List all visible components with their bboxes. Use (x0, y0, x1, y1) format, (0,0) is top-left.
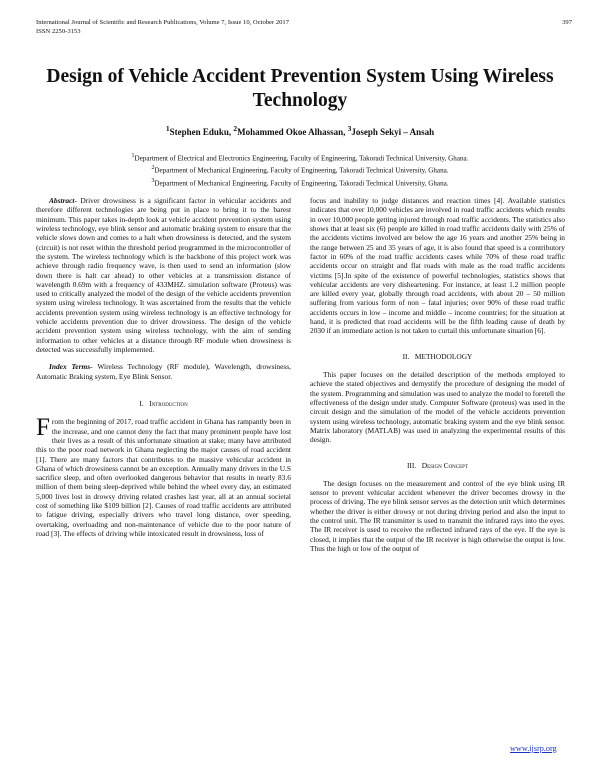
author-list (30, 124, 570, 137)
section-heading-design-concept: III. Design Concept (406, 460, 469, 470)
author-1-sup: 1 (165, 124, 170, 133)
drop-cap: F (36, 414, 50, 442)
author-2: Mohammed Okoe Alhassan, (237, 127, 348, 137)
introduction-continued: focus and inability to judge distances and reaction times [4]. Available statistics indicates that over 10,000 vehicles are involved in road traffic accidents which results in over 10,000 people getting injured through road traffic accidents. The statistics also shows that at least six (6) people are killed in road traffic accidents daily with 25% of the accidents victims involved are below the age 16 years and another 25% being in the range between 25 and 35 years of age, it is also found that speed is a contributory factor in 60% of the road traffic accidents cases while 70% of these road traffic accidents occur on straight and flat roads with male as the road traffic accidents victims [5].In spite of the existence of powerful technologies, statistics shows that vehicular accidents are very disheartening. For instance, at least 1.2 million people are killed every year, globally through road accidents, with about 20 – 50 million suffering from various form of non – fatal injuries; over 90% of these road traffic accidents occurs in low – income and middle – income countries; for the situation at hand, it is predicted that road accidents will be the fifth leading cause of death by 2030 if an immediate action is not taken to curtail this unfortunate situation [6]. (310, 196, 565, 336)
journal-name: International Journal of Scientific and Research Publications, Volume 7, Issue 10, October 2017 (36, 19, 290, 26)
design-concept-text: The design focuses on the measurement and control of the eye blink using IR sensor to prevent vehicular accident whenever the driver becomes drowsy in the process of driving. The eye blink sensor serves as the detection unit which determines whether the driver is either drowsy or not during driving period and also the input to the control unit. The IR transmitter is used to transmit the infrared rays into the eyes. The IR receiver is used to receive the reflected infrared rays of the eye. If the eye is closed, it implies that the output of the IR receiver is high otherwise the output is low. Thus the high or low of the output of (310, 478, 565, 553)
issn: ISSN 2250-3153 (36, 27, 81, 35)
index-terms-label: Index Terms (49, 362, 91, 372)
running-header (36, 19, 576, 36)
affiliation-1: $^1$Department of Electrical and Electronics Engineering, Faculty of Engineering, Takoradi Technical University, Ghana. (131, 153, 469, 163)
author-3: Joseph Sekyi – Ansah (351, 127, 435, 137)
abstract-label: Abstract (49, 196, 75, 205)
left-column (36, 196, 291, 538)
journal-url-link[interactable]: www.ijsrp.org (510, 744, 557, 753)
index-terms: Index Terms- Wireless Technology (RF module), Wavelength, drowsiness, Automatic Braking system, Eye Blink Sensor. (36, 362, 292, 381)
right-column (310, 196, 565, 553)
affiliations (30, 151, 570, 188)
author-1: Stephen Eduku, (169, 127, 234, 137)
affiliation-3: $^3$Department of Mechanical Engineering, Faculty of Engineering, Takoradi Technical University, Ghana. (151, 177, 449, 188)
author-2-sup: 2 (233, 124, 238, 133)
section-heading-methodology: II. METHODOLOGY (402, 351, 473, 361)
abstract-text: Driver drowsiness is a significant factor in vehicular accidents and therefore different technologies are being put in place to bring it to the barest minimum. This paper takes in-depth look at vehicle accident prevention system using wireless technology, eye blink sensor and automatic braking system to ensure that the vehicle slows down and comes to a halt when drowsiness is detected, and the system (circuit) is not reset within the threshold period programmed in the microcontroller of the system. The wireless technology which is the backbone of this project work was achieve through radio frequency wave, is then used to send an information (slow down there is halt car ahead) to other vehicles at a transmission distance of wavelength 0.69m with a frequency of 433MHZ. simulation software (Proteus) was used to critically analyzed the model of the design of the vehicle accidents prevention system using wireless technology. It was ascertained from the results that the vehicle accidents prevention system using wireless technology is an effective technology for vehicle accidents prevention due to driver drowsiness. The design of the vehicle accident prevention system using wireless technology, with the aim of sending information to other vehicles at a distance through RF module when drowsiness is detected was successfully implemented. (36, 196, 292, 354)
methodology-text: This paper focuses on the detailed description of the methods employed to achieve the stated objectives and demystify the procedure of designing the model of the system. Programming and simulation was used to analyze the model to foretell the effectiveness of the design under study. Computer Software (proteus) was used in the circuit design and the simulation of the model of the vehicle accidents prevention system using wireless technology, automatic braking system and the eye blink sensor. Matrix laboratory (MATLAB) was used in analyzing the experimental results of this design. (310, 370, 565, 445)
introduction-text: From the beginning of 2017, road traffic accident in Ghana has rampantly been in the increase, and one cannot deny the fact that many prominent people have lost their lives as a result of this unfortunate situation at stake; many have attributed this to the poor road network in Ghana neglecting the major causes of road accident [1]. There are many factors that contributes to the massive vehicular accident in Ghana of which drowsiness cannot be an exception. Annually many drivers in the U.S sacrifice sleep, and often overlooked dangerous behavior that results in nearly 83.6 million of them being sleep-deprived while behind the wheel every day, an estimated 5,000 lives lost in drowsy driving related crashes last year, all at an annual societal cost of something like $109 billion [2]. Causes of road traffic accidents are attributed to fatigue driving, especially drivers who travel long distance, over speeding, overtaking, overloading and non-maintenance of vehicle due to the poor nature of road [3]. The effects of driving while intoxicated result in drowsiness, loss of (36, 414, 291, 538)
index-terms-text: Wireless Technology (RF module), Wavelength, drowsiness, Automatic Braking system, Eye Blink Sensor. (36, 362, 292, 381)
abstract: Abstract- Driver drowsiness is a significant factor in vehicular accidents and therefore different technologies are being put in place to bring it to the barest minimum. This paper takes in-depth look at vehicle accident prevention system using wireless technology, eye blink sensor and automatic braking system to ensure that the vehicle slows down and comes to a halt when drowsiness is detected, and the system (circuit) is not reset within the threshold period programmed in the microcontroller of the system. The wireless technology which is the backbone of this project work was achieve through radio frequency wave, is then used to send an information (slow down there is halt car ahead) to other vehicles at a transmission distance of wavelength 0.69m with a frequency of 433MHZ. simulation software (Proteus) was used to critically analyzed the model of the design of the vehicle accidents prevention system using wireless technology. It was ascertained from the results that the vehicle accidents prevention system using wireless technology is an effective technology for vehicle accidents prevention due to driver drowsiness. The design of the vehicle accident prevention system using wireless technology, with the aim of sending information to other vehicles at a distance through RF module when drowsiness is detected was successfully implemented. (36, 196, 292, 354)
section-heading-introduction: I. Introduction (139, 398, 188, 408)
author-3-sup: 3 (347, 124, 352, 133)
affiliation-2: $^2$Department of Mechanical Engineering, Faculty of Engineering, Takoradi Technical University, Ghana. (151, 165, 449, 175)
paper-title: Design of Vehicle Accident Prevention System Using Wireless Technology (46, 66, 554, 111)
page-number: 397 (562, 19, 572, 26)
